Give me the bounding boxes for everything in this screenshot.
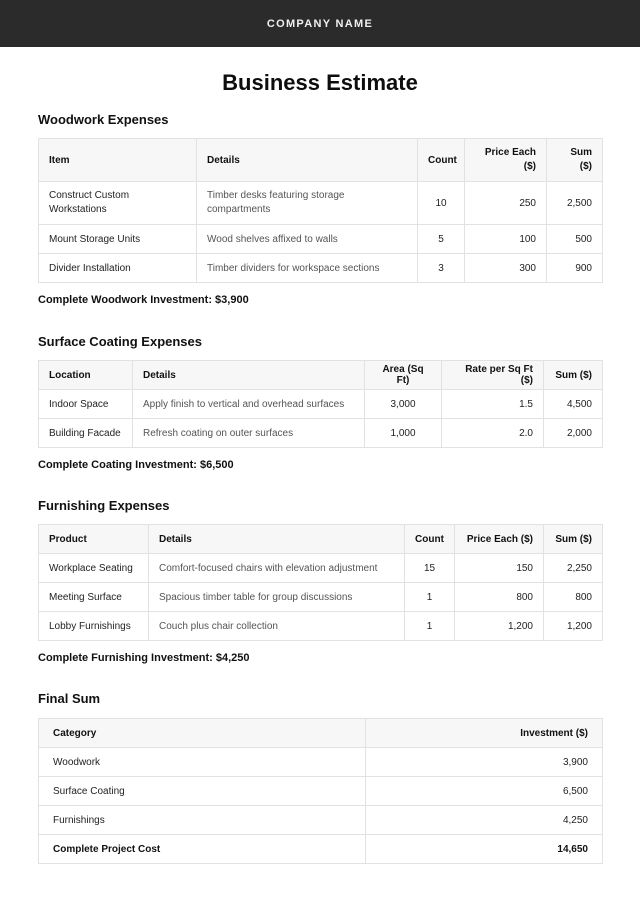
category-cell: Woodwork bbox=[39, 748, 366, 777]
product-cell: Meeting Surface bbox=[39, 583, 149, 612]
final-table bbox=[38, 718, 603, 864]
sum-cell: 500 bbox=[547, 225, 603, 254]
column-header: Sum ($) bbox=[547, 139, 603, 182]
price-cell: 300 bbox=[465, 254, 547, 283]
column-header: Details bbox=[133, 361, 365, 390]
woodwork-table bbox=[38, 138, 603, 283]
coating-section bbox=[38, 334, 602, 472]
column-header: Area (Sq Ft) bbox=[365, 361, 442, 390]
column-header: Location bbox=[39, 361, 133, 390]
section-total: Complete Woodwork Investment: $3,900 bbox=[38, 294, 249, 306]
section-total: Complete Coating Investment: $6,500 bbox=[38, 459, 234, 471]
investment-cell: 6,500 bbox=[366, 777, 603, 806]
price-cell: 1,200 bbox=[455, 612, 544, 641]
price-cell: 800 bbox=[455, 583, 544, 612]
column-header: Sum ($) bbox=[544, 525, 603, 554]
sum-cell: 900 bbox=[547, 254, 603, 283]
page-title: Business Estimate bbox=[222, 70, 418, 95]
table-row bbox=[39, 748, 603, 777]
sum-cell: 2,250 bbox=[544, 554, 603, 583]
grand-total-row bbox=[39, 835, 603, 864]
count-cell: 5 bbox=[418, 225, 465, 254]
section-title: Surface Coating Expenses bbox=[38, 334, 202, 349]
area-cell: 3,000 bbox=[365, 390, 442, 419]
investment-cell: 3,900 bbox=[366, 748, 603, 777]
product-cell: Lobby Furnishings bbox=[39, 612, 149, 641]
header-bar bbox=[0, 0, 640, 47]
location-cell: Building Facade bbox=[39, 419, 133, 448]
table-header-row bbox=[39, 139, 603, 182]
sum-cell: 4,500 bbox=[544, 390, 603, 419]
table-row bbox=[39, 225, 603, 254]
column-header: Sum ($) bbox=[544, 361, 603, 390]
price-cell: 150 bbox=[455, 554, 544, 583]
column-header: Count bbox=[418, 139, 465, 182]
table-row bbox=[39, 419, 603, 448]
furnishing-table bbox=[38, 524, 603, 641]
details-cell: Comfort-focused chairs with elevation adjustment bbox=[149, 554, 405, 583]
furnishing-section bbox=[38, 498, 602, 665]
sum-cell: 2,000 bbox=[544, 419, 603, 448]
column-header: Price Each ($) bbox=[455, 525, 544, 554]
column-header: Product bbox=[39, 525, 149, 554]
details-cell: Couch plus chair collection bbox=[149, 612, 405, 641]
details-cell: Spacious timber table for group discussions bbox=[149, 583, 405, 612]
count-cell: 15 bbox=[405, 554, 455, 583]
coating-table bbox=[38, 360, 603, 448]
table-row bbox=[39, 254, 603, 283]
category-cell: Furnishings bbox=[39, 806, 366, 835]
woodwork-section bbox=[38, 112, 602, 307]
count-cell: 3 bbox=[418, 254, 465, 283]
table-row bbox=[39, 583, 603, 612]
column-header: Price Each ($) bbox=[465, 139, 547, 182]
sum-cell: 800 bbox=[544, 583, 603, 612]
table-row bbox=[39, 182, 603, 225]
table-header-row bbox=[39, 361, 603, 390]
column-header: Item bbox=[39, 139, 197, 182]
grand-total-label: Complete Project Cost bbox=[39, 835, 366, 864]
table-row bbox=[39, 777, 603, 806]
item-cell: Divider Installation bbox=[39, 254, 197, 283]
section-title: Woodwork Expenses bbox=[38, 112, 169, 127]
table-row bbox=[39, 554, 603, 583]
table-row bbox=[39, 390, 603, 419]
grand-total-value: 14,650 bbox=[366, 835, 603, 864]
area-cell: 1,000 bbox=[365, 419, 442, 448]
table-row bbox=[39, 612, 603, 641]
product-cell: Workplace Seating bbox=[39, 554, 149, 583]
item-cell: Construct Custom Workstations bbox=[39, 182, 197, 225]
column-header: Rate per Sq Ft ($) bbox=[442, 361, 544, 390]
final-section bbox=[38, 691, 602, 864]
count-cell: 10 bbox=[418, 182, 465, 225]
count-cell: 1 bbox=[405, 612, 455, 641]
column-header: Details bbox=[149, 525, 405, 554]
table-row bbox=[39, 806, 603, 835]
section-title: Furnishing Expenses bbox=[38, 498, 170, 513]
investment-cell: 4,250 bbox=[366, 806, 603, 835]
table-header-row bbox=[39, 525, 603, 554]
details-cell: Refresh coating on outer surfaces bbox=[133, 419, 365, 448]
price-cell: 100 bbox=[465, 225, 547, 254]
section-title: Final Sum bbox=[38, 691, 101, 706]
sum-cell: 1,200 bbox=[544, 612, 603, 641]
rate-cell: 2.0 bbox=[442, 419, 544, 448]
details-cell: Timber desks featuring storage compartments bbox=[197, 182, 418, 225]
rate-cell: 1.5 bbox=[442, 390, 544, 419]
price-cell: 250 bbox=[465, 182, 547, 225]
column-header: Investment ($) bbox=[366, 719, 603, 748]
section-total: Complete Furnishing Investment: $4,250 bbox=[38, 652, 250, 664]
company-name: COMPANY NAME bbox=[266, 17, 374, 30]
item-cell: Mount Storage Units bbox=[39, 225, 197, 254]
table-header-row bbox=[39, 719, 603, 748]
category-cell: Surface Coating bbox=[39, 777, 366, 806]
details-cell: Timber dividers for workspace sections bbox=[197, 254, 418, 283]
column-header: Category bbox=[39, 719, 366, 748]
details-cell: Apply finish to vertical and overhead surfaces bbox=[133, 390, 365, 419]
details-cell: Wood shelves affixed to walls bbox=[197, 225, 418, 254]
column-header: Count bbox=[405, 525, 455, 554]
column-header: Details bbox=[197, 139, 418, 182]
location-cell: Indoor Space bbox=[39, 390, 133, 419]
sum-cell: 2,500 bbox=[547, 182, 603, 225]
count-cell: 1 bbox=[405, 583, 455, 612]
